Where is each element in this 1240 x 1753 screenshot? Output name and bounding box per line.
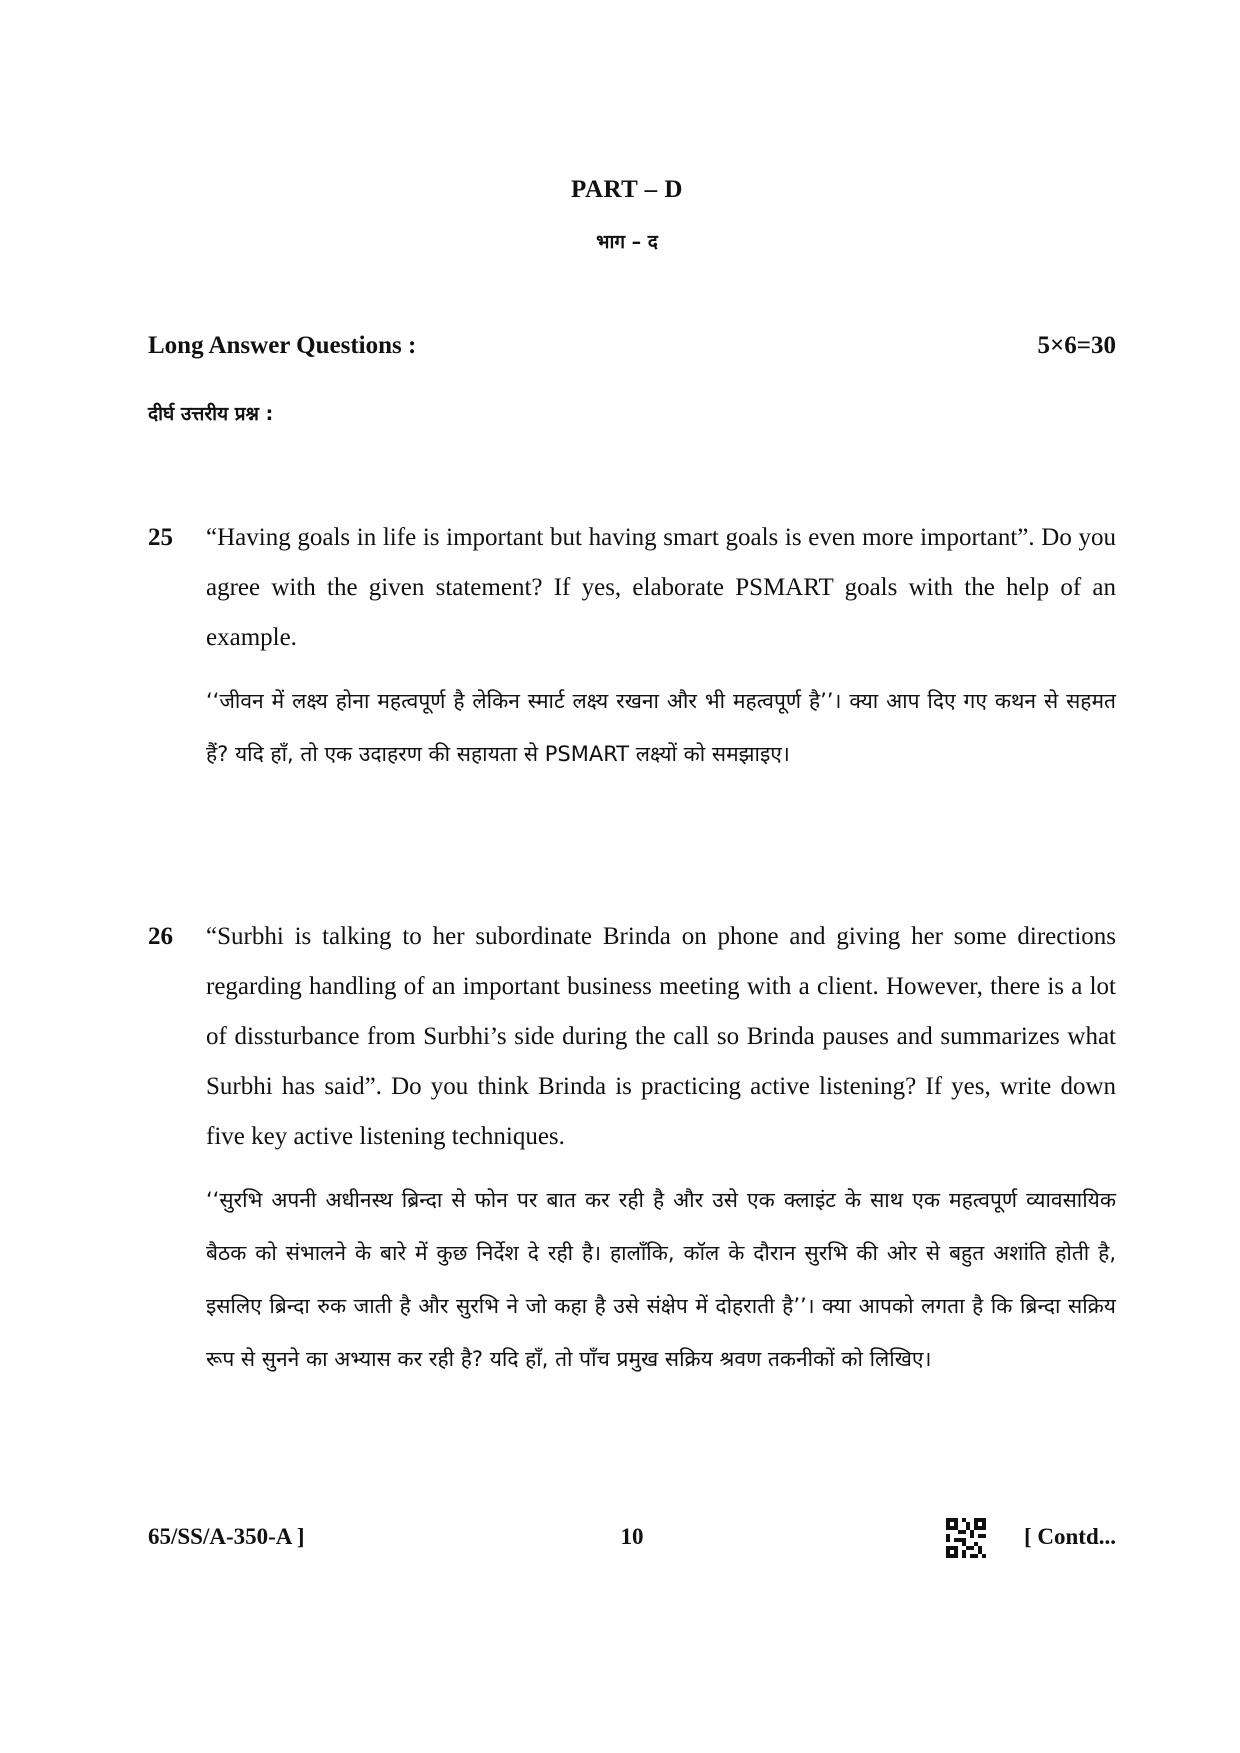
section-title-hindi: दीर्घ उत्तरीय प्रश्न : [148,403,274,425]
section-heading [148,332,1116,360]
page-number: 10 [620,1524,644,1549]
question-text-hindi: ‘‘जीवन में लक्ष्य होना महत्वपूर्ण है लेकिन स्मार्ट लक्ष्य रखना और भी महत्वपूर्ण है’’। क्या आप दिए गए कथन से सहमत हैं? यदि हाँ, तो एक उदाहरण की सहायता से PSMART लक्ष्यों को समझाइए। [206,689,1116,766]
question-number: 25 [148,524,173,551]
part-title-hindi: भाग – द [596,231,658,253]
question-text-english: “Surbhi is talking to her subordinate Brinda on phone and giving her some directions regarding handling of an important business meeting with a client. However, there is a lot of dissturbance from Surbhi’s side during the call so Brinda pauses and summarizes what Surbhi has said”. Do you think Brinda is practicing active listening? If yes, write down five key active listening techniques. [206,923,1116,1150]
question-number: 26 [148,923,173,950]
question-25 [148,513,1116,781]
question-26 [148,912,1116,1386]
question-text-hindi: ‘‘सुरभि अपनी अधीनस्थ ब्रिन्दा से फोन पर बात कर रही है और उसे एक क्लाइंट के साथ एक महत्वपूर्ण व्यावसायिक बैठक को संभालने के बारे में कुछ निर्देश दे रही है। हालाँकि, कॉल के दौरान सुरभि की ओर से बहुत अशांति होती है, इसलिए ब्रिन्दा रुक जाती है और सुरभि ने जो कहा है उसे संक्षेप में दोहराती है’’। क्या आपको लगता है कि ब्रिन्दा सक्रिय रूप से सुनने का अभ्यास कर रही है? यदि हाँ, तो पाँच प्रमुख सक्रिय श्रवण तकनीकों को लिखिए। [206,1188,1116,1371]
question-text-english: “Having goals in life is important but having smart goals is even more important”. Do you agree with the given statement? If yes, elaborate PSMART goals with the help of an example. [206,524,1116,651]
part-title: PART – D [571,176,683,203]
section-title: Long Answer Questions : [148,332,417,359]
paper-code: 65/SS/A-350-A ] [148,1524,305,1549]
section-marks: 5×6=30 [1037,332,1116,359]
continued-label: [ Contd... [1023,1524,1116,1549]
qr-code-icon [946,1518,986,1558]
page-footer [148,1524,1116,1564]
